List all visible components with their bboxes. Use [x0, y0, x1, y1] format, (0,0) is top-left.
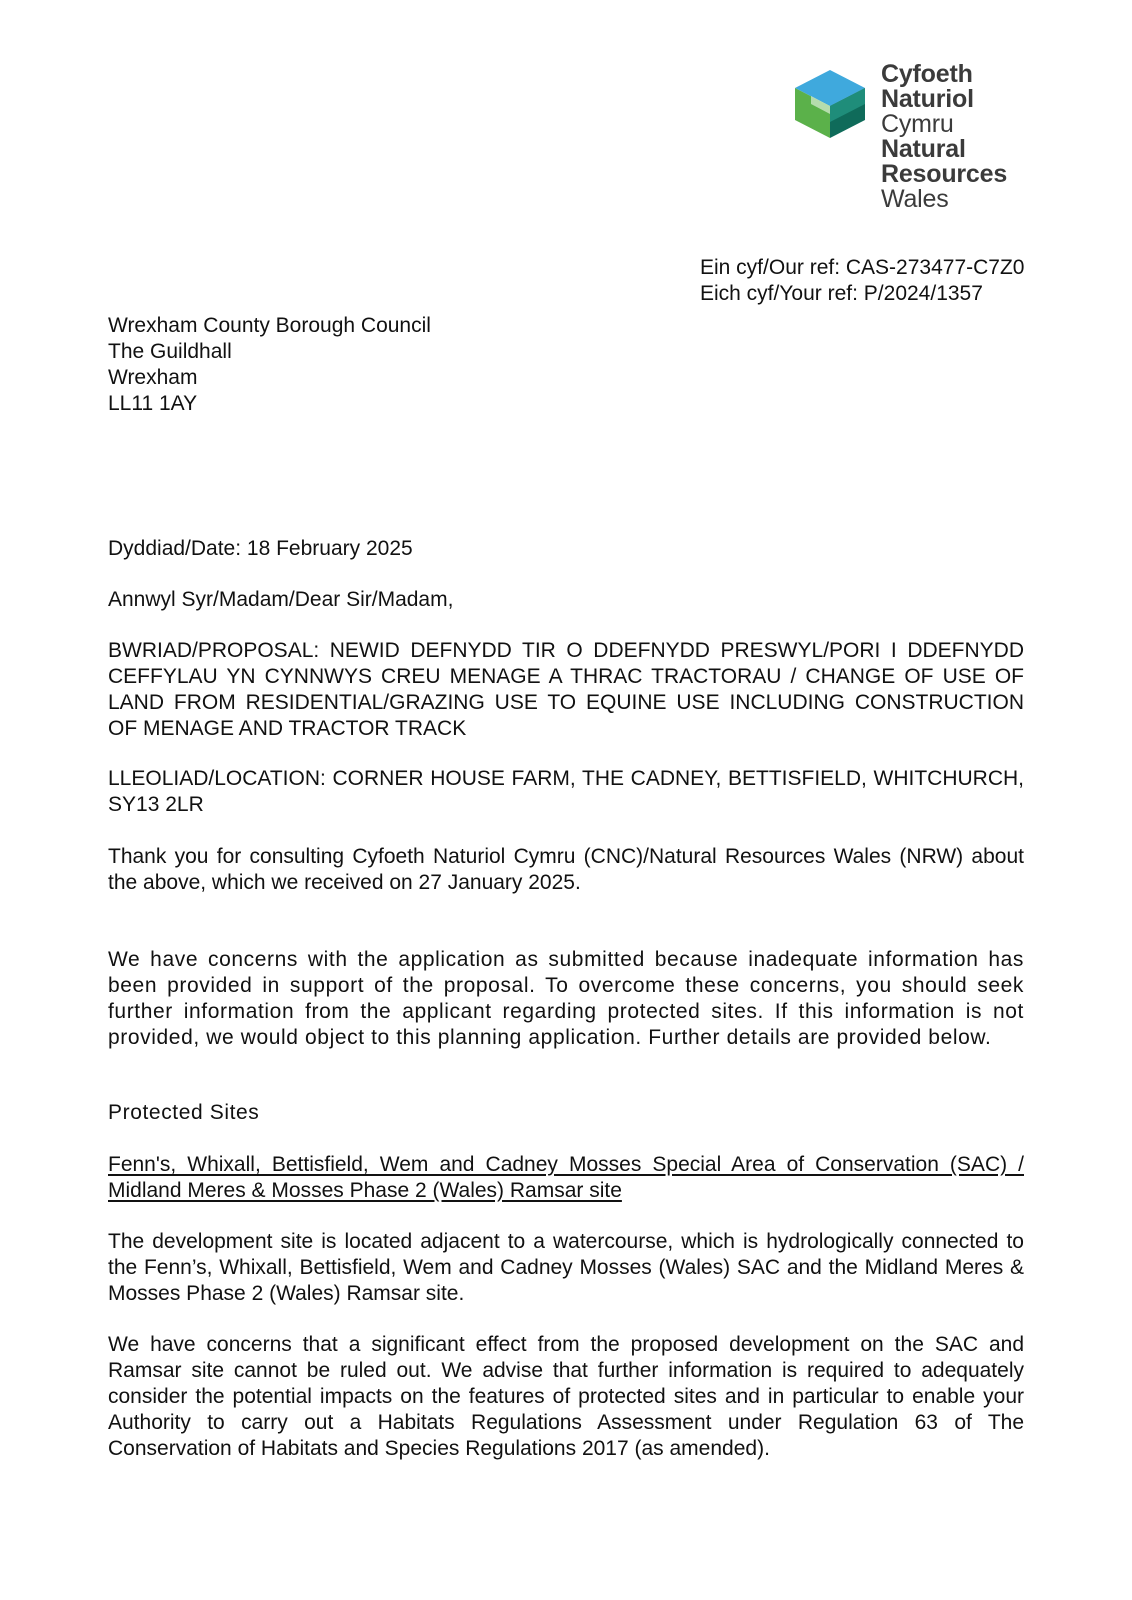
logo-en-line3: Wales [881, 185, 949, 213]
address-line-1: Wrexham County Borough Council [108, 314, 431, 337]
address-line-2: The Guildhall [108, 340, 232, 363]
concerns-paragraph: We have concerns with the application as submitted because inadequate information has been provided in support of the proposal. To overcome these concerns, you should seek further information from the applicant regarding protected sites. If this information is not provided, we would object to this planning application. Further details are provided below. [108, 948, 1024, 1049]
address-line-4: LL11 1AY [108, 392, 198, 415]
letter-date: Dyddiad/Date: 18 February 2025 [108, 537, 413, 560]
logo-cy-line2: Naturiol [881, 85, 974, 113]
logo-en-line2: Resources [881, 160, 1008, 188]
proposal-heading: BWRIAD/PROPOSAL: NEWID DEFNYDD TIR O DDEFNYDD PRESWYL/PORI I DDEFNYDD CEFFYLAU YN CYNNWYS CREU MENAGE A THRAC TRACTORAU / CHANGE OF USE OF LAND FROM RESIDENTIAL/GRAZING USE TO EQUINE USE INCLUDING CONSTRUCTION OF MENAGE AND TRACTOR TRACK [108, 639, 1024, 740]
location-heading: LLEOLIAD/LOCATION: CORNER HOUSE FARM, THE CADNEY, BETTISFIELD, WHITCHURCH, SY13 2LR [108, 767, 1024, 816]
your-reference: Eich cyf/Your ref: P/2024/1357 [700, 282, 983, 305]
thanks-paragraph: Thank you for consulting Cyfoeth Naturiol Cymru (CNC)/Natural Resources Wales (NRW) about the above, which we received on 27 January 2025. [108, 845, 1024, 894]
our-reference: Ein cyf/Our ref: CAS-273477-C7Z0 [700, 256, 1025, 279]
section-heading-protected-sites: Protected Sites [108, 1101, 260, 1124]
logo-wordmark [881, 62, 1007, 212]
logo-cy-line1: Cyfoeth [881, 60, 973, 88]
recipient-address [108, 313, 431, 417]
protected-site-subheading: Fenn's, Whixall, Bettisfield, Wem and Cadney Mosses Special Area of Conservation (SAC) / Midland Meres & Mosses Phase 2 (Wales) Ramsar site [108, 1153, 1024, 1202]
site-location-paragraph: The development site is located adjacent to a watercourse, which is hydrologically connected to the Fenn’s, Whixall, Bettisfield, Wem and Cadney Mosses (Wales) SAC and the Midland Meres & Mosses Phase 2 (Wales) Ramsar site. [108, 1230, 1024, 1305]
nrw-logo [793, 62, 1033, 222]
nrw-hexagon-icon [793, 68, 867, 140]
logo-cy-line3: Cymru [881, 110, 954, 138]
logo-en-line1: Natural [881, 135, 966, 163]
significant-effect-paragraph: We have concerns that a significant effect from the proposed development on the SAC and Ramsar site cannot be ruled out. We advise that further information is required to adequately consider the potential impacts on the features of protected sites and in particular to enable your Authority to carry out a Habitats Regulations Assessment under Regulation 63 of The Conservation of Habitats and Species Regulations 2017 (as amended). [108, 1333, 1024, 1460]
address-line-3: Wrexham [108, 366, 198, 389]
reference-block [700, 255, 1024, 307]
salutation: Annwyl Syr/Madam/Dear Sir/Madam, [108, 588, 454, 611]
